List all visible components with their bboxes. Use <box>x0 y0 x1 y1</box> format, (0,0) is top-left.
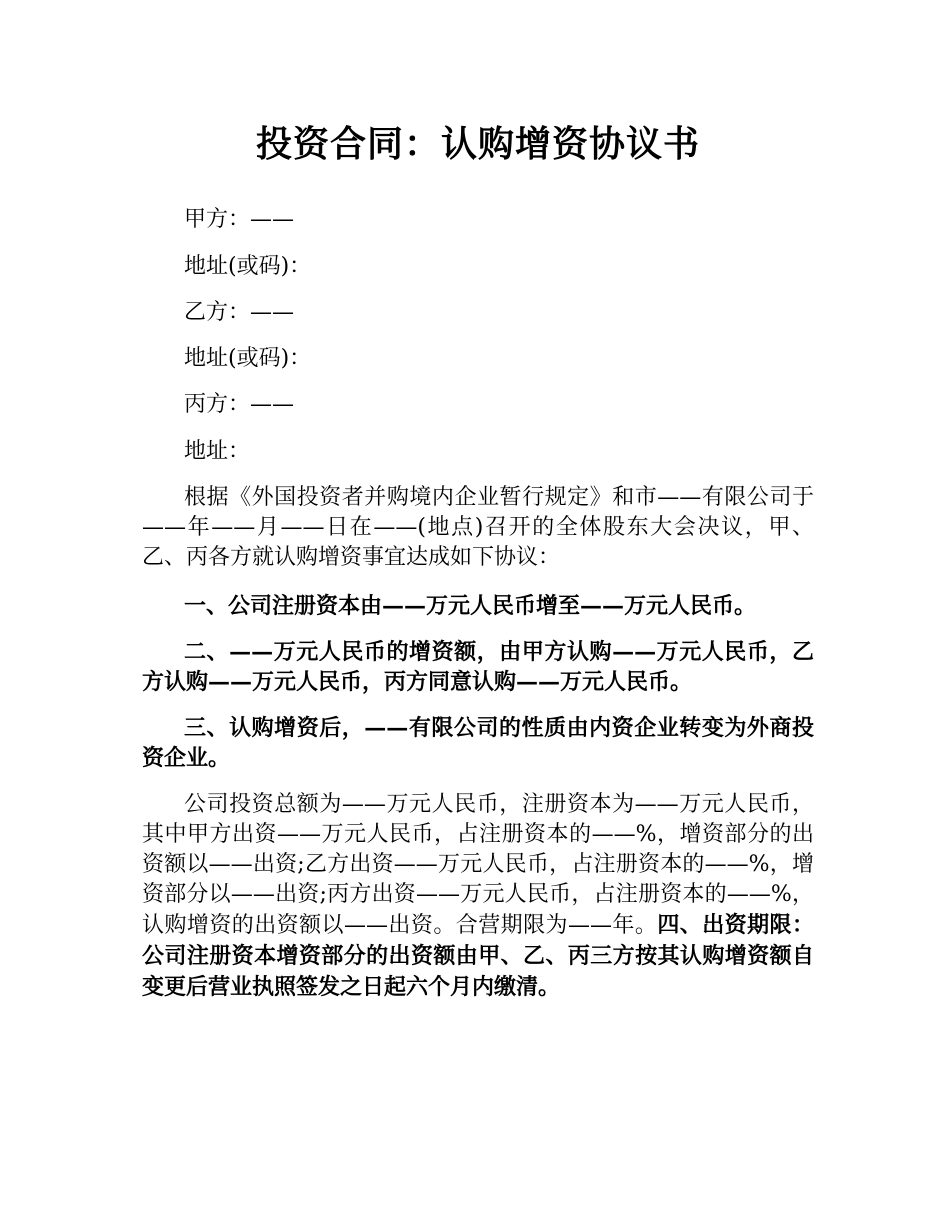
party-c-address: 地址： <box>184 439 251 464</box>
clause-4: 四、出资期限：公司注册资本增资部分的出资额由甲、乙、丙三方按其认购增资额自变更后营业执照签发之日起六个月内缴清。 <box>142 912 814 1000</box>
clause-2: 二、——万元人民币的增资额，由甲方认购——万元人民币，乙方认购——万元人民币，丙方同意认购——万元人民币。 <box>142 639 814 695</box>
investment-text: 公司投资总额为——万元人民币，注册资本为——万元人民币，其中甲方出资——万元人民币，占注册资本的——%，增资部分的出资额以——出资;乙方出资——万元人民币，占注册资本的——%，增资部分以——出资;丙方出资——万元人民币，占注册资本的——%，认购增资的出资额以——出资。合营期限为——年。 <box>142 792 814 938</box>
party-a-address: 地址(或码)： <box>184 254 312 279</box>
party-b-line: 乙方：—— <box>184 300 295 325</box>
clause-3: 三、认购增资后，——有限公司的性质由内资企业转变为外商投资企业。 <box>142 715 814 771</box>
document-title: 投资合同：认购增资协议书 <box>255 124 700 165</box>
party-a-line: 甲方：—— <box>184 207 295 232</box>
party-b-address: 地址(或码)： <box>184 346 312 371</box>
investment-paragraph <box>142 790 814 1003</box>
clause-1: 一、公司注册资本由——万元人民币增至——万元人民币。 <box>184 593 757 619</box>
party-c-line: 丙方：—— <box>184 392 295 417</box>
intro-paragraph: 根据《外国投资者并购境内企业暂行规定》和市——有限公司于——年——月——日在——(地点)召开的全体股东大会决议，甲、乙、丙各方就认购增资事宜达成如下协议： <box>142 485 814 570</box>
